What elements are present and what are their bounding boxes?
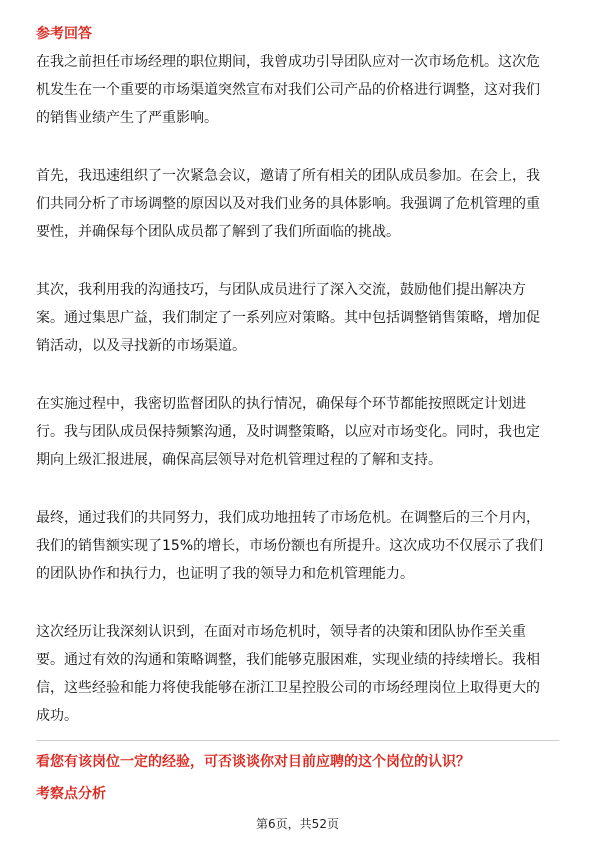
paragraph-6-line-4: 成功。	[36, 708, 78, 724]
section-divider	[36, 740, 559, 741]
paragraph-4-line-1: 在实施过程中，我密切监督团队的执行情况，确保每个环节都能按照既定计划进	[36, 396, 526, 412]
paragraph-4-line-2: 行。我与团队成员保持频繁沟通，及时调整策略，以应对市场变化。同时，我也定	[36, 424, 540, 440]
paragraph-2-line-3: 要性，并确保每个团队成员都了解到了我们所面临的挑战。	[36, 224, 400, 240]
paragraph-1-line-3: 的销售业绩产生了严重影响。	[36, 110, 218, 126]
paragraph-1-line-1: 在我之前担任市场经理的职位期间，我曾成功引导团队应对一次市场危机。这次危	[36, 54, 540, 70]
analysis-heading: 考察点分析	[36, 786, 106, 802]
paragraph-5-line-2: 我们的销售额实现了15%的增长，市场份额也有所提升。这次成功不仅展示了我们	[36, 538, 544, 554]
answer-heading: 参考回答	[36, 26, 92, 42]
paragraph-6-line-3: 信，这些经验和能力将使我能够在浙江卫星控股公司的市场经理岗位上取得更大的	[36, 680, 540, 696]
paragraph-2-line-1: 首先，我迅速组织了一次紧急会议，邀请了所有相关的团队成员参加。在会上，我	[36, 168, 540, 184]
page-number-footer: 第6页，共52页	[256, 817, 339, 831]
paragraph-3-line-3: 销活动，以及寻找新的市场渠道。	[36, 338, 246, 354]
paragraph-5-line-3: 的团队协作和执行力，也证明了我的领导力和危机管理能力。	[36, 566, 414, 582]
next-question: 看您有该岗位一定的经验，可否谈谈你对目前应聘的这个岗位的认识？	[36, 754, 470, 770]
paragraph-4-line-3: 期向上级汇报进展，确保高层领导对危机管理过程的了解和支持。	[36, 452, 442, 468]
paragraph-3-line-2: 案。通过集思广益，我们制定了一系列应对策略。其中包括调整销售策略，增加促	[36, 310, 540, 326]
paragraph-2-line-2: 们共同分析了市场调整的原因以及对我们业务的具体影响。我强调了危机管理的重	[36, 196, 540, 212]
paragraph-1-line-2: 机发生在一个重要的市场渠道突然宣布对我们公司产品的价格进行调整，这对我们	[36, 82, 540, 98]
paragraph-5-line-1: 最终，通过我们的共同努力，我们成功地扭转了市场危机。在调整后的三个月内，	[36, 510, 540, 526]
paragraph-6-line-1: 这次经历让我深刻认识到，在面对市场危机时，领导者的决策和团队协作至关重	[36, 624, 526, 640]
paragraph-6-line-2: 要。通过有效的沟通和策略调整，我们能够克服困难，实现业绩的持续增长。我相	[36, 652, 540, 668]
paragraph-3-line-1: 其次，我利用我的沟通技巧，与团队成员进行了深入交流，鼓励他们提出解决方	[36, 282, 526, 298]
